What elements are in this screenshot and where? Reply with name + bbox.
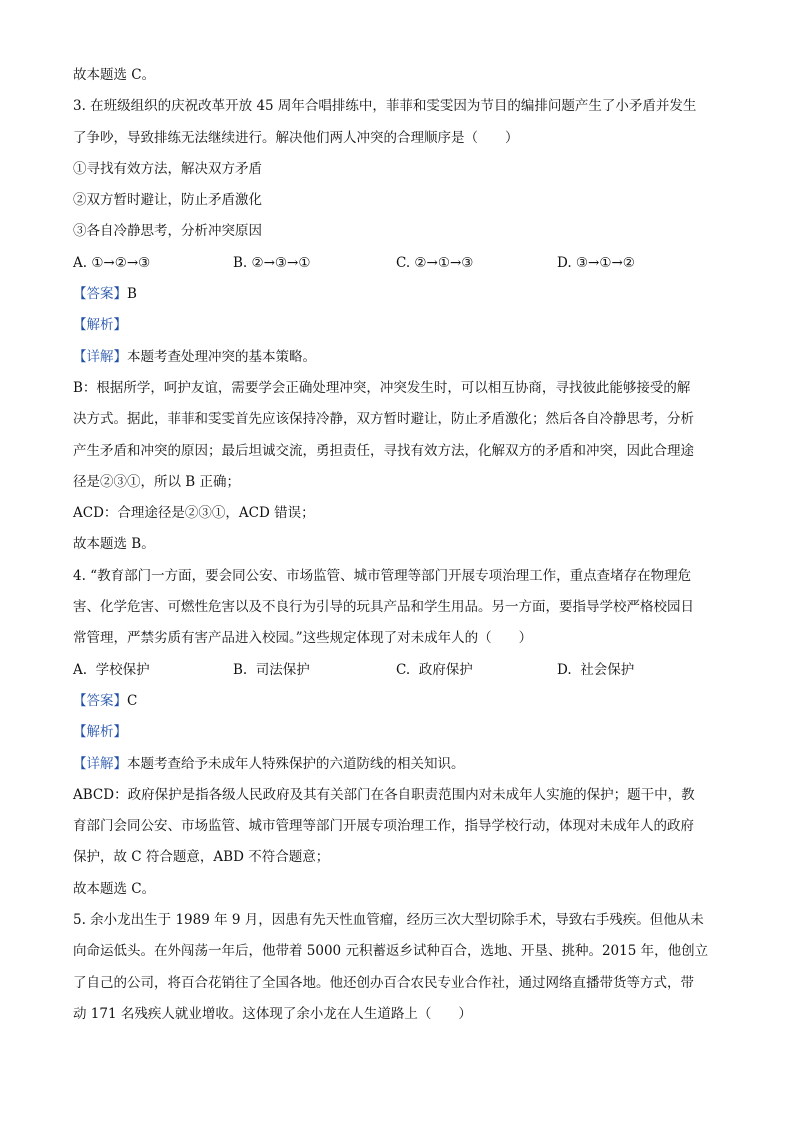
q3-analysis-label: 【解析】 xyxy=(73,317,127,334)
q4-options xyxy=(73,655,723,686)
q3-options xyxy=(73,248,723,279)
q3-stem-line-1: 3. 在班级组织的庆祝改革开放 45 周年合唱排练中，菲菲和雯雯因为节目的编排问题产生了小矛盾并发生 xyxy=(73,98,697,115)
q5-stem-line-4: 动 171 名残疾人就业增收。这体现了余小龙在人生道路上（ ） xyxy=(73,1005,472,1022)
q3-stem-line-2: 了争吵，导致排练无法继续进行。解决他们两人冲突的合理顺序是（ ） xyxy=(73,129,519,146)
q3-explain-line-4: 径是②③①，所以 B 正确； xyxy=(73,473,241,490)
q4-explain-line-2: 育部门会同公安、市场监管、城市管理等部门开展专项治理工作，指导学校行动，体现对未成年人的政府 xyxy=(73,818,694,835)
q3-analysis xyxy=(73,310,723,341)
q4-option-c: C. 政府保护 xyxy=(396,661,473,678)
q5-stem-line-3: 了自己的公司，将百合花销往了全国各地。他还创办百合农民专业合作社，通过网络直播带货等方式，带 xyxy=(73,974,694,991)
q3-explain-line-5: ACD：合理途径是②③①，ACD 错误； xyxy=(73,505,315,522)
q3-option-c: C. ②→①→③ xyxy=(396,254,474,271)
q4-analysis-label: 【解析】 xyxy=(73,724,127,741)
q4-answer-label: 【答案】 xyxy=(73,692,127,709)
q4-explain-line-1: ABCD：政府保护是指各级人民政府及其有关部门在各自职责范围内对未成年人实施的保护；题干中，教 xyxy=(73,786,695,803)
q4-option-b: B. 司法保护 xyxy=(233,661,310,678)
q4-stem-line-3: 常管理，严禁劣质有害产品进入校园。”这些规定体现了对未成年人的（ ） xyxy=(73,630,533,647)
q4-detail xyxy=(73,749,723,780)
q3-option-a: A. ①→②→③ xyxy=(73,254,151,271)
q3-answer-value: B xyxy=(127,286,137,303)
q4-stem-line-2: 害、化学危害、可燃性危害以及不良行为引导的玩具产品和学生用品。另一方面，要指导学校严格校园日 xyxy=(73,599,694,616)
q3-answer xyxy=(73,279,723,310)
q5-stem-line-2: 向命运低头。在外闯荡一年后，他带着 5000 元积蓄返乡试种百合，选地、开垦、挑种。2015 年，他创立 xyxy=(73,943,709,960)
q4-answer xyxy=(73,686,723,717)
q5-stem-line-1: 5. 余小龙出生于 1989 年 9 月，因患有先天性血管瘤，经历三次大型切除手术，导致右手残疾。但他从未 xyxy=(73,912,704,929)
q4-stem-line-1: 4. “教育部门一方面，要会同公安、市场监管、城市管理等部门开展专项治理工作，重点查堵存在物理危 xyxy=(73,567,692,584)
q3-item-2: ②双方暂时避让，防止矛盾激化 xyxy=(73,192,262,209)
document-page xyxy=(73,60,723,1030)
q3-conclusion: 故本题选 B。 xyxy=(73,536,155,553)
q4-analysis xyxy=(73,717,723,748)
q3-answer-label: 【答案】 xyxy=(73,286,127,303)
q4-option-a: A. 学校保护 xyxy=(73,661,150,678)
q2-conclusion: 故本题选 C。 xyxy=(73,67,156,83)
q4-detail-text: 本题考查给予未成年人特殊保护的六道防线的相关知识。 xyxy=(127,755,465,772)
q3-item-3: ③各自冷静思考，分析冲突原因 xyxy=(73,223,262,240)
q3-option-d: D. ③→①→② xyxy=(557,254,635,271)
q4-explain-line-3: 保护，故 C 符合题意，ABD 不符合题意； xyxy=(73,849,330,866)
q3-explain-line-3: 产生矛盾和冲突的原因；最后坦诚交流，勇担责任，寻找有效方法，化解双方的矛盾和冲突，因此合理途 xyxy=(73,442,694,459)
q4-option-d: D. 社会保护 xyxy=(557,661,635,678)
q3-option-b: B. ②→③→① xyxy=(233,254,311,271)
q3-explain-line-2: 决方式。据此，菲菲和雯雯首先应该保持冷静，双方暂时避让，防止矛盾激化；然后各自冷静思考，分析 xyxy=(73,411,694,428)
q3-item-1: ①寻找有效方法，解决双方矛盾 xyxy=(73,160,262,177)
q4-conclusion: 故本题选 C。 xyxy=(73,880,156,897)
q4-answer-value: C xyxy=(127,692,138,709)
q3-detail xyxy=(73,342,723,373)
q3-detail-text: 本题考查处理冲突的基本策略。 xyxy=(127,348,316,365)
q3-explain-line-1: B：根据所学，呵护友谊，需要学会正确处理冲突，冲突发生时，可以相互协商，寻找彼此能够接受的解 xyxy=(73,379,691,396)
q3-detail-label: 【详解】 xyxy=(73,348,127,365)
q4-detail-label: 【详解】 xyxy=(73,755,127,772)
